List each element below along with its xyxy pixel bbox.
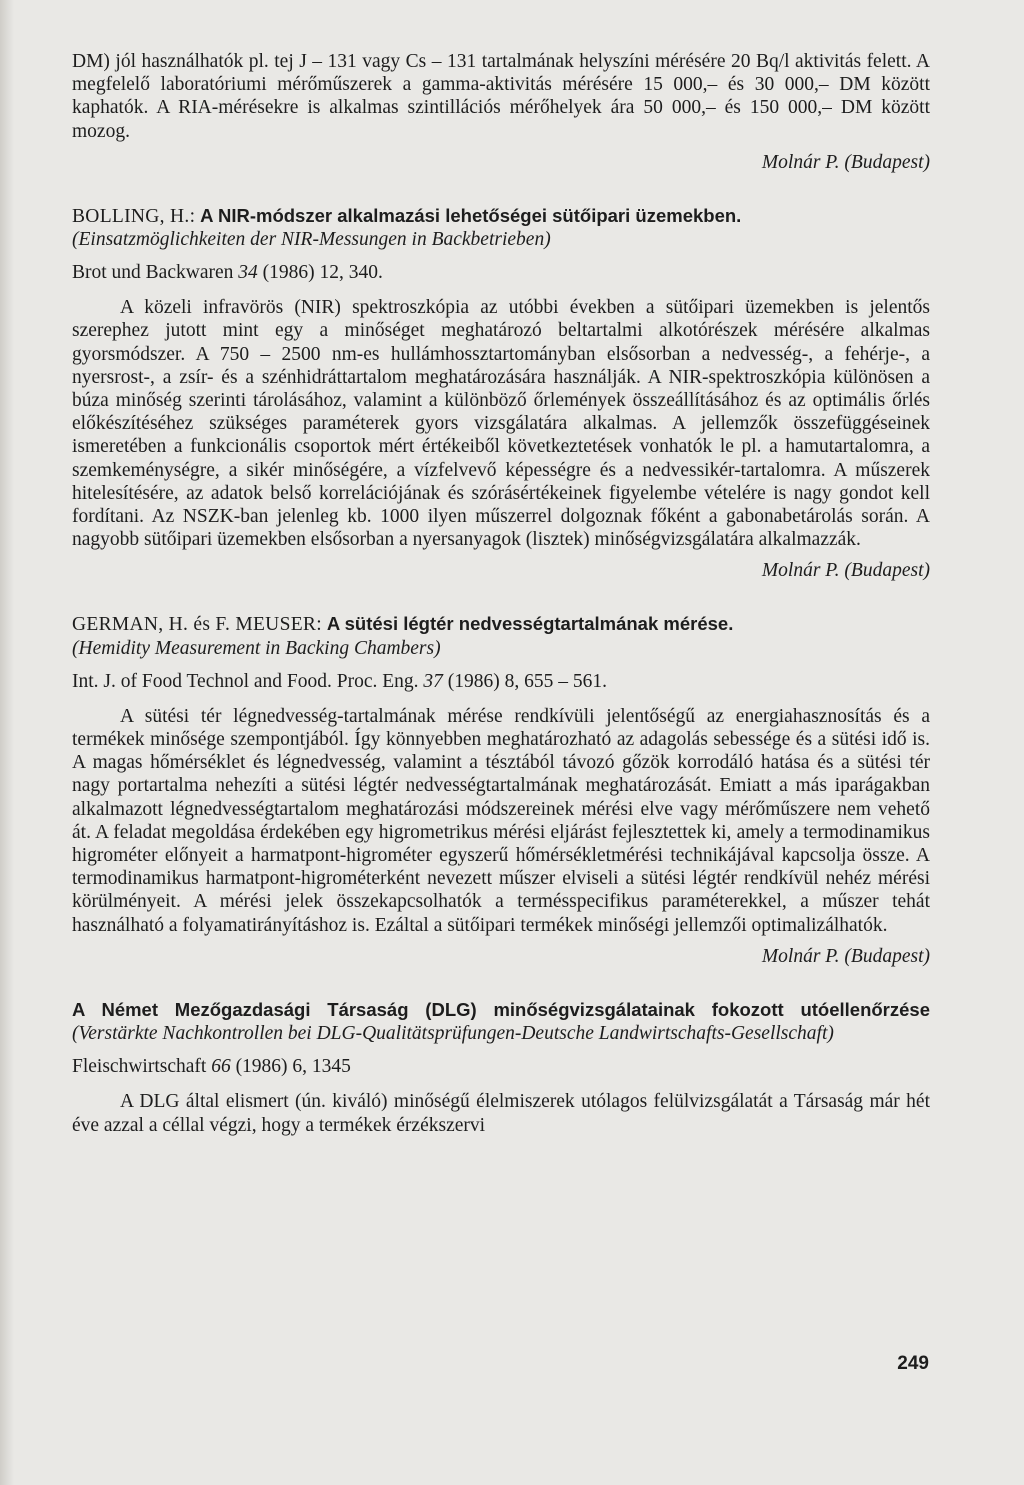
entry-body: A DLG által elismert (ún. kiváló) minőségű élelmiszerek utólagos felülvizsgálatát a Társaság már hét éve azzal a céllal végzi, hogy a termékek érzékszervi: [72, 1091, 930, 1136]
entry-original-title: (Einsatzmöglichkeiten der NIR-Messungen in Backbetrieben): [72, 229, 551, 251]
continued-paragraph: DM) jól használhatók pl. tej J – 131 vagy Cs – 131 tartalmának helyszíni mérésére 20 Bq/l aktivitás felett. A megfelelő laboratóriumi mérőműszerek a gamma-aktivitás mérésére 15 000,– és 30 000,– DM között kaphatók. A RIA-mérésekre is alkalmas szintillációs mérőhelyek ára 50 000,– és 150 000,– DM között mozog.: [72, 51, 930, 142]
abstract-entry: [72, 612, 930, 967]
entry-original-title: (Hemidity Measurement in Backing Chambers): [72, 637, 441, 659]
entry-original-title: (Verstärkte Nachkontrollen bei DLG-Qualitätsprüfungen-Deutsche Landwirtschafts-Gesellschaft): [72, 1023, 834, 1045]
entry-heading: [72, 204, 930, 251]
entry-source: [72, 670, 930, 693]
entry-source: [72, 1055, 930, 1078]
signature: Molnár P. (Budapest): [761, 560, 930, 582]
entry-authors: GERMAN, H. és F. MEUSER:: [72, 614, 322, 636]
source-details: (1986) 12, 340.: [262, 262, 383, 284]
source-volume: 37: [423, 670, 443, 692]
entry-authors: BOLLING, H.:: [72, 205, 196, 227]
source-details: (1986) 8, 655 – 561.: [447, 670, 608, 692]
entry-title: A Német Mezőgazdasági Társaság (DLG) minőségvizsgálatainak fokozott utóellenőrzése: [72, 998, 930, 1020]
source-details: (1986) 6, 1345: [235, 1056, 351, 1078]
page-content: [72, 50, 930, 1137]
entry-body: A sütési tér légnedvesség-tartalmának mérése rendkívüli jelentőségű az energiahasznosítás és a termékek minősége szempontjából. Így könnyebben meghatározható az adagolás sebessége és a sütési idő is. A magas hőmérséklet és légnedvesség, valamint a tésztából távozó gőzök korrodáló hatása és a sütési tér nagy portartalma nehezíti a sütési légtér nedvességtartalmának meghatározását. Emiatt a más iparágakban alkalmazott légnedvességtartalom meghatározási módszereinek mérési elve vagy mérőműszere nem vehető át. A feladat megoldása érdekében egy higrometrikus mérési eljárást fejlesztettek ki, amely a termodinamikus higrométer előnyeit a harmatpont-higrométer egyszerű hőmérsékletmérési technikájával kapcsolja össze. A termodinamikus harmatpont-higrométerként nevezett műszer elviseli a sütési légtér rendkívül nehéz mérési körülményeit. A mérési jelek összekapcsolhatók a termésspecifikus paraméterekkel, a műszer tehát használható a folyamatirányításhoz is. Ezáltal a sütőipari termékek minőségi jellemzői optimalizálhatók.: [72, 705, 930, 936]
page-number: 249: [897, 1353, 929, 1374]
entry-source: [72, 261, 930, 284]
source-journal: Brot und Backwaren: [72, 262, 234, 284]
signature: Molnár P. (Budapest): [761, 945, 930, 967]
abstract-entry: [72, 204, 930, 583]
source-journal: Int. J. of Food Technol and Food. Proc. Eng.: [72, 670, 419, 692]
entry-heading: [72, 998, 930, 1045]
source-volume: 34: [238, 262, 258, 284]
entry-body: A közeli infravörös (NIR) spektroszkópia az utóbbi években a sütőipari üzemekben is jelentős szerephez jutott mint egy a minőséget meghatározó beltartalmi alkotórészek mérésére alkalmas gyorsmódszer. A 750 – 2500 nm-es hullámhossztartományban elsősorban a nedvesség-, a fehérje-, a nyersrost-, a zsír- és a szénhidráttartalom meghatározására használják. A NIR-spektroszkópia különösen a búza minőség szerinti tárolásához, valamint a különböző őrlemények összeállításához és az optimális őrlés előkészítéséhez szükséges paraméterek gyors vizsgálatára alkalmas. A jellemzők összefüggéseinek ismeretében a funkcionális csoportok mért értékeiből következtetések vonhatók le pl. a hamutartalomra, a szemkeménységre, a sikér minőségére, a vízfelvevő képességre és a nedvessikér-tartalomra. A műszerek hitelesítésére, az adatok belső korrelációjának és szórásértékeinek figyelembe vételére is nagy gondot kell fordítani. Az NSZK-ban jelenleg kb. 1000 ilyen műszerrel dolgoznak főként a gabonabetárolás során. A nagyobb sütőipari üzemekben elsősorban a nyersanyagok (lisztek) minőségvizsgálatára alkalmazzák.: [72, 297, 930, 551]
source-journal: Fleischwirtschaft: [72, 1056, 207, 1078]
abstract-entry: [72, 998, 930, 1137]
signature: Molnár P. (Budapest): [761, 151, 930, 173]
page-edge-shadow: [0, 0, 14, 1485]
source-volume: 66: [211, 1056, 231, 1078]
entry-title: A NIR-módszer alkalmazási lehetőségei sütőipari üzemekben.: [200, 204, 742, 226]
entry-heading: [72, 612, 930, 659]
entry-title: A sütési légtér nedvességtartalmának mérése.: [326, 613, 734, 635]
